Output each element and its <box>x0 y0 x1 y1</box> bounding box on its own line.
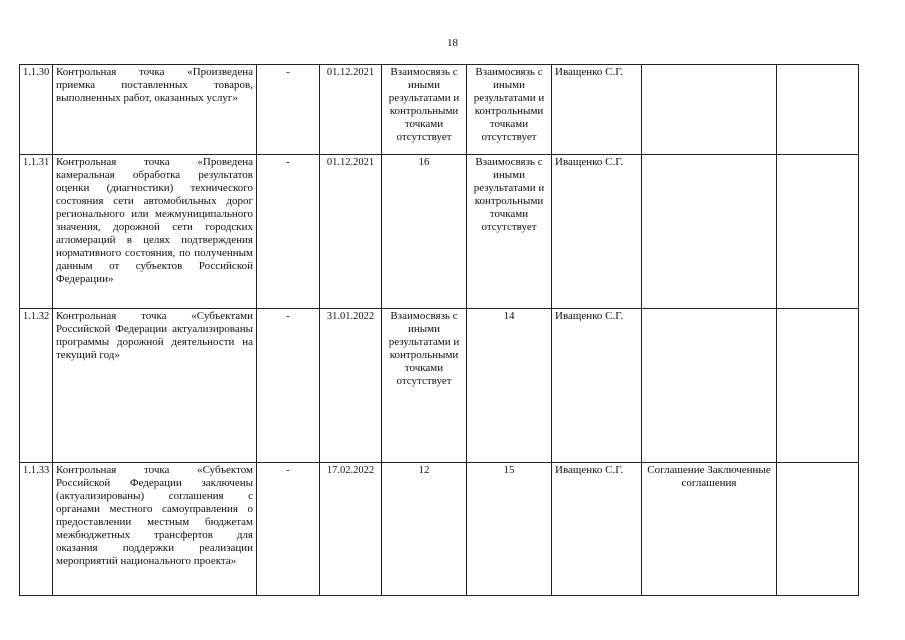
row-number: 1.1.30 <box>20 65 53 155</box>
row-date: 17.02.2022 <box>320 463 382 596</box>
row-col3: - <box>257 463 320 596</box>
table-row <box>20 65 859 155</box>
table-row <box>20 155 859 309</box>
row-col3: - <box>257 65 320 155</box>
control-points-table <box>19 64 859 596</box>
row-description: Контрольная точка «Субъектами Российской Федерации актуализированы программы дорожной деятельности на текущий год» <box>53 309 257 463</box>
row-responsible: Иващенко С.Г. <box>552 309 642 463</box>
table-row <box>20 463 859 596</box>
row-responsible: Иващенко С.Г. <box>552 155 642 309</box>
row-col6: 14 <box>467 309 552 463</box>
row-date: 31.01.2022 <box>320 309 382 463</box>
row-col9 <box>777 155 859 309</box>
row-col8: Соглашение Заключенные соглашения <box>642 463 777 596</box>
row-number: 1.1.32 <box>20 309 53 463</box>
row-responsible: Иващенко С.Г. <box>552 463 642 596</box>
row-date: 01.12.2021 <box>320 155 382 309</box>
table-row <box>20 309 859 463</box>
row-col8 <box>642 309 777 463</box>
row-col5: 16 <box>382 155 467 309</box>
row-description: Контрольная точка «Произведена приемка поставленных товаров, выполненных работ, оказанных услуг» <box>53 65 257 155</box>
row-col6: 15 <box>467 463 552 596</box>
row-col3: - <box>257 155 320 309</box>
row-col5: 12 <box>382 463 467 596</box>
row-col6: Взаимосвязь с иными результатами и контрольными точками отсутствует <box>467 155 552 309</box>
row-col5: Взаимосвязь с иными результатами и контрольными точками отсутствует <box>382 309 467 463</box>
row-col9 <box>777 463 859 596</box>
row-date: 01.12.2021 <box>320 65 382 155</box>
page-number: 18 <box>447 37 458 49</box>
row-col8 <box>642 155 777 309</box>
row-col9 <box>777 65 859 155</box>
row-description: Контрольная точка «Проведена камеральная обработка результатов оценки (диагностики) технического состояния сети автомобильных дорог регионального или межмуниципального значения, дорожной сети городских агломераций в целях подтверждения нормативного состояния, по полученным данным от субъектов Российской Федерации» <box>53 155 257 309</box>
row-col6: Взаимосвязь с иными результатами и контрольными точками отсутствует <box>467 65 552 155</box>
row-responsible: Иващенко С.Г. <box>552 65 642 155</box>
row-number: 1.1.31 <box>20 155 53 309</box>
row-number: 1.1.33 <box>20 463 53 596</box>
row-col5: Взаимосвязь с иными результатами и контрольными точками отсутствует <box>382 65 467 155</box>
row-col8 <box>642 65 777 155</box>
row-col9 <box>777 309 859 463</box>
row-col3: - <box>257 309 320 463</box>
row-description: Контрольная точка «Субъектом Российской Федерации заключены (актуализированы) соглашения с органами местного самоуправления о предоставлении местным бюджетам межбюджетных трансфертов для оказания поддержки реализации мероприятий национального проекта» <box>53 463 257 596</box>
